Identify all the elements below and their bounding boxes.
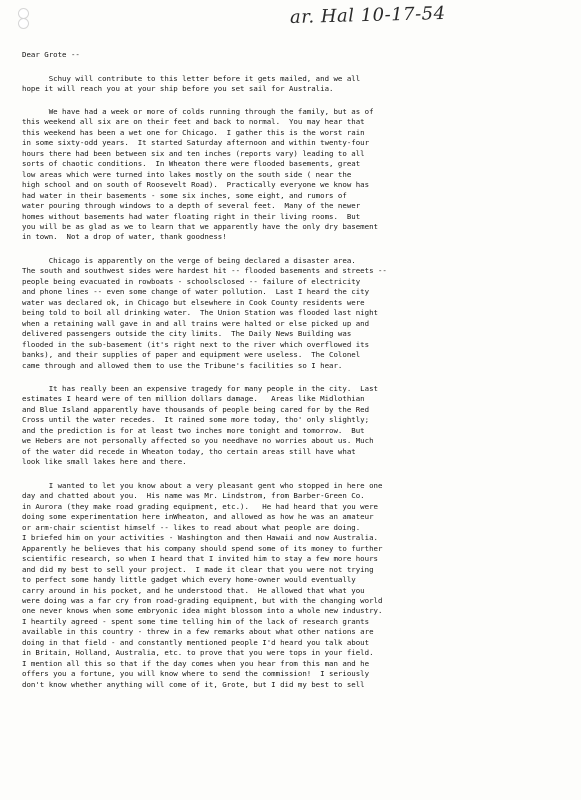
paragraph-intro: Schuy will contribute to this letter before it gets mailed, and we all hope it will reach you at your ship before you set sail for Australia. xyxy=(22,74,361,94)
paragraph-chicago-disaster: Chicago is apparently on the verge of being declared a disaster area. The south and southwest sides were hardest hit -- flooded basements and streets -- people being evacuated in rowboats - schoolsclosed -- failure of electricity and phone lines -- even some change of water pollution. Last I heard the city water was declared ok, in Chicago but elsewhere in Cook County residents were being told to boil all drinking water. The Union Station was flooded last night when a retaining wall gave in and all trains were halted or else picked up and delivered passengers outside the city limits. The Daily News Building was flooded in the sub-basement (it's right next to the river which overflowed its banks), and their supplies of paper and equipment were useless. The Colonel came through and allowed them to use the Tribune's facilities so I hear. xyxy=(22,256,387,370)
handwritten-date-annotation: ar. Hal 10-17-54 xyxy=(289,2,446,29)
paragraph-damage-estimates: It has really been an expensive tragedy for many people in the city. Last estimates I heard were of ten million dollars damage. Areas like Midlothian and Blue Island apparently have thousands of people being cared for by the Red Cross until the water recedes. It rained some more today, tho' only slightly; and the prediction is for at least two inches more tonight and tomorrow. But we Hebers are not personally affected so you needhave no worries about us. Much of the water did recede in Wheaton today, tho certain areas still have what look like small lakes here and there. xyxy=(22,384,378,467)
paragraph-mr-lindstrom: I wanted to let you know about a very pleasant gent who stopped in here one day and chatted about you. His name was Mr. Lindstrom, from Barber-Green Co. in Aurora (they make road grading equipment, etc.). He had heard that you were doing some experimentation here inWheaton, and allowed as how he was an amateur or arm-chair scientist himself -- likes to read about what people are doing. I briefed him on your activities - Washington and then Hawaii and now Australia. Apparently he believes that his company should spend some of its money to further scientific research, so when I heard that I invited him to stay a few more hours and did my best to sell your project. I made it clear that you were not trying to perfect some handy little gadget which every home-owner would eventually carry around in his pocket, and he understood that. He allowed that what you were doing was a far cry from road-grading equipment, but with the changing world one never knows when some embryonic idea might blossom into a whole new industry. I heartily agreed - spent some time telling him of the lack of research grants available in this country - threw in a few remarks about what other nations are doing in that field - and constantly mentioned people I'd heard you talk about in Britain, Holland, Australia, etc. to prove that you were tops in your field. I mention all this so that if the day comes when you hear from this man and he offers you a fortune, you will know where to send the commission! I seriously don't know whether anything will come of it, Grote, but I did my best to sell xyxy=(22,481,383,689)
punch-hole-bottom xyxy=(18,18,29,29)
paragraph-rain-wheaton: We have had a week or more of colds running through the family, but as of this weekend all six are on their feet and back to normal. You may hear that this weekend has been a wet one for Chicago. I gather this is the worst rain in some sixty-odd years. It started Saturday afternoon and within twenty-four hours there had been between six and ten inches (reports vary) leading to all sorts of chaotic conditions. In Wheaton there were flooded basements, great low areas which were turned into lakes mostly on the south side ( near the high school and on south of Roosevelt Road). Practically everyone we know has had water in their basements - some six inches, some eight, and rumors of water pouring through windows to a depth of several feet. Many of the newer homes without basements had water floating right in their living rooms. But you will be as glad as we to learn that we apparently have the only dry basement in town. Not a drop of water, thank goodness! xyxy=(22,107,378,242)
letter-salutation: Dear Grote -- xyxy=(22,50,80,59)
